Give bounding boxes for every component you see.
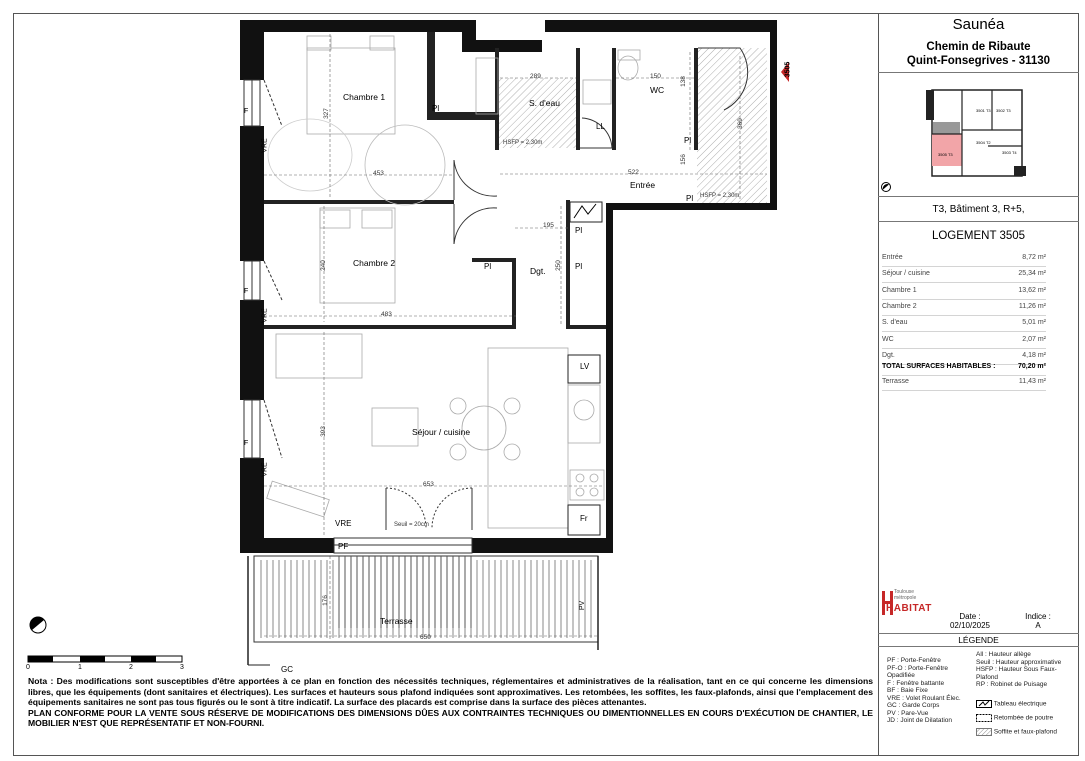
disclaimer-note — [28, 676, 873, 729]
logo-word: HABITAT — [886, 603, 932, 614]
logo-line2: métropole — [894, 594, 917, 601]
mini-label-3: 3503 T4 — [1002, 150, 1017, 155]
dim-wc-w: 150 — [650, 73, 661, 80]
surface-value: 4,18 m² — [1022, 351, 1046, 359]
gc-label: GC — [281, 665, 293, 674]
dim-ent-h2: 369 — [736, 118, 744, 129]
fr-label: Fr — [580, 514, 588, 523]
hsfp-entree: HSFP = 2,30m — [700, 193, 740, 199]
windows — [244, 80, 472, 553]
dim-ent-w: 522 — [628, 169, 639, 176]
window-f-ch2: F — [244, 288, 249, 295]
legend-left-item: VRE : Volet Roulant Élec. — [887, 694, 961, 702]
legend-left-item: PF-O : Porte-Fenêtre Opadifiée — [887, 664, 949, 679]
surface-label: Chambre 1 — [882, 286, 917, 294]
note-caps: PLAN CONFORME POUR LA VENTE SOUS RÉSERVE DE MODIFICATIONS DES DIMENSIONS DÛES AUX CONTRAINTES TECHNIQUES OU DIMENTIONNELLES EN COURS D'EXÉCUTION DE CHANTIER, LE MOBILIER N'EST QUE REPRÉSENTATIF ET NON-FOURNI. — [28, 707, 873, 729]
legend-retombee — [976, 714, 1076, 728]
logo-sub — [894, 590, 916, 601]
legend-symbols — [976, 700, 1076, 742]
north-arrow-icon — [27, 614, 46, 633]
logement-title: LOGEMENT 3505 — [931, 230, 1026, 242]
room-label-entree: Entrée — [630, 180, 656, 190]
surface-row — [882, 315, 1046, 332]
index-value: A — [1035, 621, 1041, 630]
dim-ter-w: 650 — [420, 634, 431, 641]
placard-wc: Pl — [684, 136, 692, 145]
surface-value: 25,34 m² — [1018, 270, 1046, 278]
surface-value: 5,01 m² — [1022, 319, 1046, 327]
entree-hatch — [697, 48, 767, 206]
sdeau-hatch — [497, 78, 576, 148]
surface-value: 13,62 m² — [1018, 286, 1046, 294]
placard-dgt1: Pl — [575, 226, 583, 235]
dim-ent-h: 156 — [679, 154, 687, 165]
placard-dgt2: Pl — [575, 262, 583, 271]
placard-ch1: Pl — [432, 104, 440, 113]
mini-plan — [918, 86, 1028, 182]
legend-tableau-label: Tableau électrique — [993, 700, 1047, 708]
room-label-chambre2: Chambre 2 — [353, 258, 396, 268]
section-marker-label: 3505 — [784, 61, 792, 78]
scale-2: 2 — [129, 664, 133, 671]
scale-1: 1 — [78, 664, 82, 671]
dim-dgt-w: 195 — [543, 222, 554, 229]
legend-soffite — [976, 728, 1076, 742]
legend-right-item: All : Hauteur allège — [976, 651, 1031, 658]
mini-label-1: 3501 T3 — [976, 108, 991, 113]
surface-row — [882, 332, 1046, 349]
legend-right-item: Seuil : Hauteur approximative — [976, 658, 1062, 666]
dim-ch1-w: 453 — [373, 170, 384, 177]
window-f-sej: F — [244, 440, 249, 447]
surface-value: 2,07 m² — [1022, 335, 1046, 343]
vre-ch2: VRE — [261, 308, 269, 323]
dim-ch2-h: 240 — [319, 260, 327, 271]
dim-dgt-h: 250 — [554, 260, 562, 271]
legend-left-list — [887, 657, 967, 725]
placard-entree: Pl — [686, 194, 694, 203]
surface-label: Entrée — [882, 254, 903, 261]
room-label-dgt: Dgt. — [530, 266, 546, 276]
legend-right-item: RP : Robinet de Puisage — [976, 681, 1048, 688]
dim-sej-h: 393 — [319, 426, 327, 437]
lv-label: LV — [580, 362, 590, 371]
pf-label: PF — [338, 542, 349, 551]
room-label-sejour: Séjour / cuisine — [412, 427, 471, 437]
surface-label: Séjour / cuisine — [882, 270, 930, 278]
surface-row — [882, 283, 1046, 300]
surface-value: 8,72 m² — [1022, 254, 1046, 261]
legend-left-item: BF : Baie Fixe — [887, 687, 928, 694]
address-line2: Quint-Fonsegrives - 31130 — [906, 55, 1051, 67]
room-label-wc: WC — [650, 85, 665, 95]
vre-sej: VRE — [261, 462, 269, 477]
surface-row — [882, 250, 1046, 267]
legend-soffite-label: Soffite et faux-plafond — [993, 728, 1057, 736]
scale-bar — [28, 656, 182, 662]
room-label-sdeau: S. d'eau — [529, 98, 560, 108]
dim-ter-h: 176 — [321, 595, 329, 606]
vre-ch1: VRE — [261, 138, 269, 153]
hsfp-sdeau: HSFP = 2,30m — [503, 140, 543, 146]
index-block — [1018, 612, 1058, 630]
dim-sej-w: 653 — [423, 481, 434, 488]
dim-wc-h: 138 — [679, 76, 687, 87]
index-label: Indice : — [1025, 612, 1051, 621]
date-value: 02/10/2025 — [949, 621, 991, 630]
pv-label: PV — [579, 600, 587, 611]
surface-row — [882, 299, 1046, 316]
placard-ch2: Pl — [484, 262, 492, 271]
address-line1: Chemin de Ribaute — [926, 41, 1031, 53]
legend-retombee-label: Retombée de poutre — [993, 714, 1054, 722]
room-label-chambre1: Chambre 1 — [343, 92, 386, 102]
surface-label: Chambre 2 — [882, 302, 917, 310]
logo-line1: Toulouse — [894, 589, 915, 595]
dim-sde-w: 289 — [530, 73, 541, 80]
address — [878, 40, 1079, 68]
surface-label: WC — [882, 335, 894, 343]
room-label-terrasse: Terrasse — [380, 616, 413, 626]
retombee-symbol-icon — [976, 714, 992, 722]
mini-label-2: 3502 T3 — [996, 108, 1011, 113]
mini-label-5: 3505 T3 — [938, 152, 953, 157]
surface-label: Dgt. — [882, 351, 895, 359]
ll-label: LL — [596, 122, 605, 131]
surface-label: S. d'eau — [882, 319, 908, 327]
surface-value: 11,26 m² — [1018, 302, 1046, 310]
legend-title: LÉGENDE — [958, 635, 999, 645]
window-f-ch1: F — [244, 108, 249, 115]
scale-0: 0 — [26, 664, 30, 671]
seuil-label: Seuil = 20cm — [394, 522, 429, 528]
legend-tableau — [976, 700, 1076, 714]
legend-right-item: HSFP : Hauteur Sous Faux-Plafond — [976, 666, 1057, 681]
note-text: Nota : Des modifications sont susceptibles d'être apportées à ce plan en fonction des nécessités techniques, réglementaires et administratives de la réalisation, tant en ce qui concerne les dimensions libres, que les équipements (dont sanitaires et électriques). Les surfaces et hauteurs sous plafond indiquées sont approximatives. Les retombées, les soffites, les faux-plafonds, ainsi que l'emplacement des équipements sanitaires ne sont pas tous figurés ou le sont à titre indicatif. La surface des placards est comprise dans la surface des pièces attenantes. — [28, 676, 873, 708]
surface-total-row: TOTAL SURFACES HABITABLES : 70,20 m² — [882, 359, 1046, 376]
legend-right-list — [976, 651, 1076, 689]
mini-label-4: 3504 T2 — [976, 140, 991, 145]
legend-left-item: PV : Pare-Vue — [887, 709, 929, 717]
date-label: Date : — [959, 612, 981, 621]
dim-ch2-w: 483 — [381, 311, 392, 318]
scale-3: 3 — [180, 664, 184, 671]
tmh-logo — [881, 590, 933, 616]
dim-ch1-h: 327 — [322, 108, 330, 119]
vre-baie: VRE — [335, 519, 352, 528]
mini-north-icon — [880, 180, 896, 194]
brand-title: Saunéa — [952, 16, 1005, 33]
surface-terrasse-row: Terrasse 11,43 m² — [882, 374, 1046, 391]
tableau-elec-symbol-icon — [976, 700, 992, 708]
surface-row — [882, 266, 1046, 283]
legend-left-item: JD : Joint de Dilatation — [887, 717, 953, 724]
legend-left-item: GC : Garde Corps — [887, 702, 940, 709]
legend-left-item: PF : Porte-Fenêtre — [887, 657, 941, 664]
date-block — [948, 612, 992, 630]
soffite-symbol-icon — [976, 728, 992, 736]
legend-left-item: F : Fenêtre battante — [887, 679, 945, 687]
lot-reference: T3, Bâtiment 3, R+5, — [932, 204, 1025, 215]
